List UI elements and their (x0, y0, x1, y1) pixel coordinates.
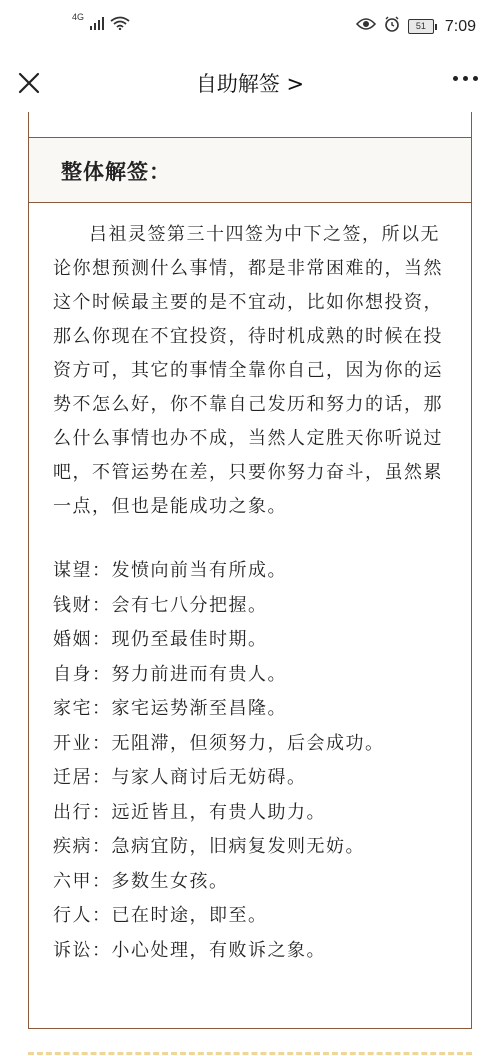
section-title: 整体解签： (61, 160, 171, 184)
more-dot-icon (453, 76, 458, 81)
more-options-button[interactable] (453, 76, 478, 81)
wifi-icon (110, 16, 130, 30)
aspect-item: 婚姻：现仍至最佳时期。 (53, 629, 268, 650)
aspect-item: 钱财：会有七八分把握。 (53, 594, 268, 616)
aspect-item: 自身：努力前进而有贵人。 (53, 663, 287, 685)
aspect-item: 出行：远近皆且，有贵人助力。 (53, 801, 326, 823)
next-section-border (28, 1052, 472, 1056)
aspect-item: 六甲：多数生女孩。 (53, 870, 229, 892)
battery-level: 51 (408, 19, 434, 34)
status-right (356, 16, 476, 37)
interpretation-card (28, 112, 472, 1029)
clock-time: 7:09 (444, 17, 476, 35)
page-title[interactable]: 自助解签 > (195, 72, 305, 96)
aspect-list (53, 554, 453, 968)
content-area[interactable] (0, 112, 500, 1056)
signal-icon (90, 16, 104, 30)
aspect-item: 谋望：发愤向前当有所成。 (53, 560, 287, 581)
aspect-item: 疾病：急病宜防，旧病复发则无妨。 (53, 836, 365, 857)
status-left (72, 12, 130, 30)
status-bar (0, 0, 500, 56)
aspect-item: 迁居：与家人商讨后无妨碍。 (53, 767, 307, 788)
more-dot-icon (463, 76, 468, 81)
header-bar (0, 56, 500, 112)
more-dot-icon (473, 76, 478, 81)
network-type: 4G (72, 12, 85, 22)
section-body (53, 218, 453, 968)
section-header (29, 137, 471, 203)
aspect-item: 开业：无阻滞，但须努力，后会成功。 (53, 732, 385, 754)
aspect-item: 行人：已在时途，即至。 (53, 905, 268, 926)
aspect-item: 家宅：家宅运势渐至昌隆。 (53, 698, 287, 719)
aspect-item: 诉讼：小心处理，有败诉之象。 (53, 939, 326, 961)
alarm-icon (384, 16, 400, 37)
eye-icon (356, 17, 376, 36)
interpretation-paragraph: 吕祖灵签第三十四签为中下之签，所以无论你想预测什么事情，都是非常困难的，当然这个时候最主要的是不宜动，比如你想投资，那么你现在不宜投资，待时机成熟的时候在投资方可，其它的事情全靠你自己，因为你的运势不怎么好，你不靠自己发历和努力的话，那么什么事情也办不成，当然人定胜天你听说过吧，不管运势在差，只要你努力奋斗，虽然累一点，但也是能成功之象。 (53, 224, 443, 517)
battery-icon (408, 19, 437, 34)
